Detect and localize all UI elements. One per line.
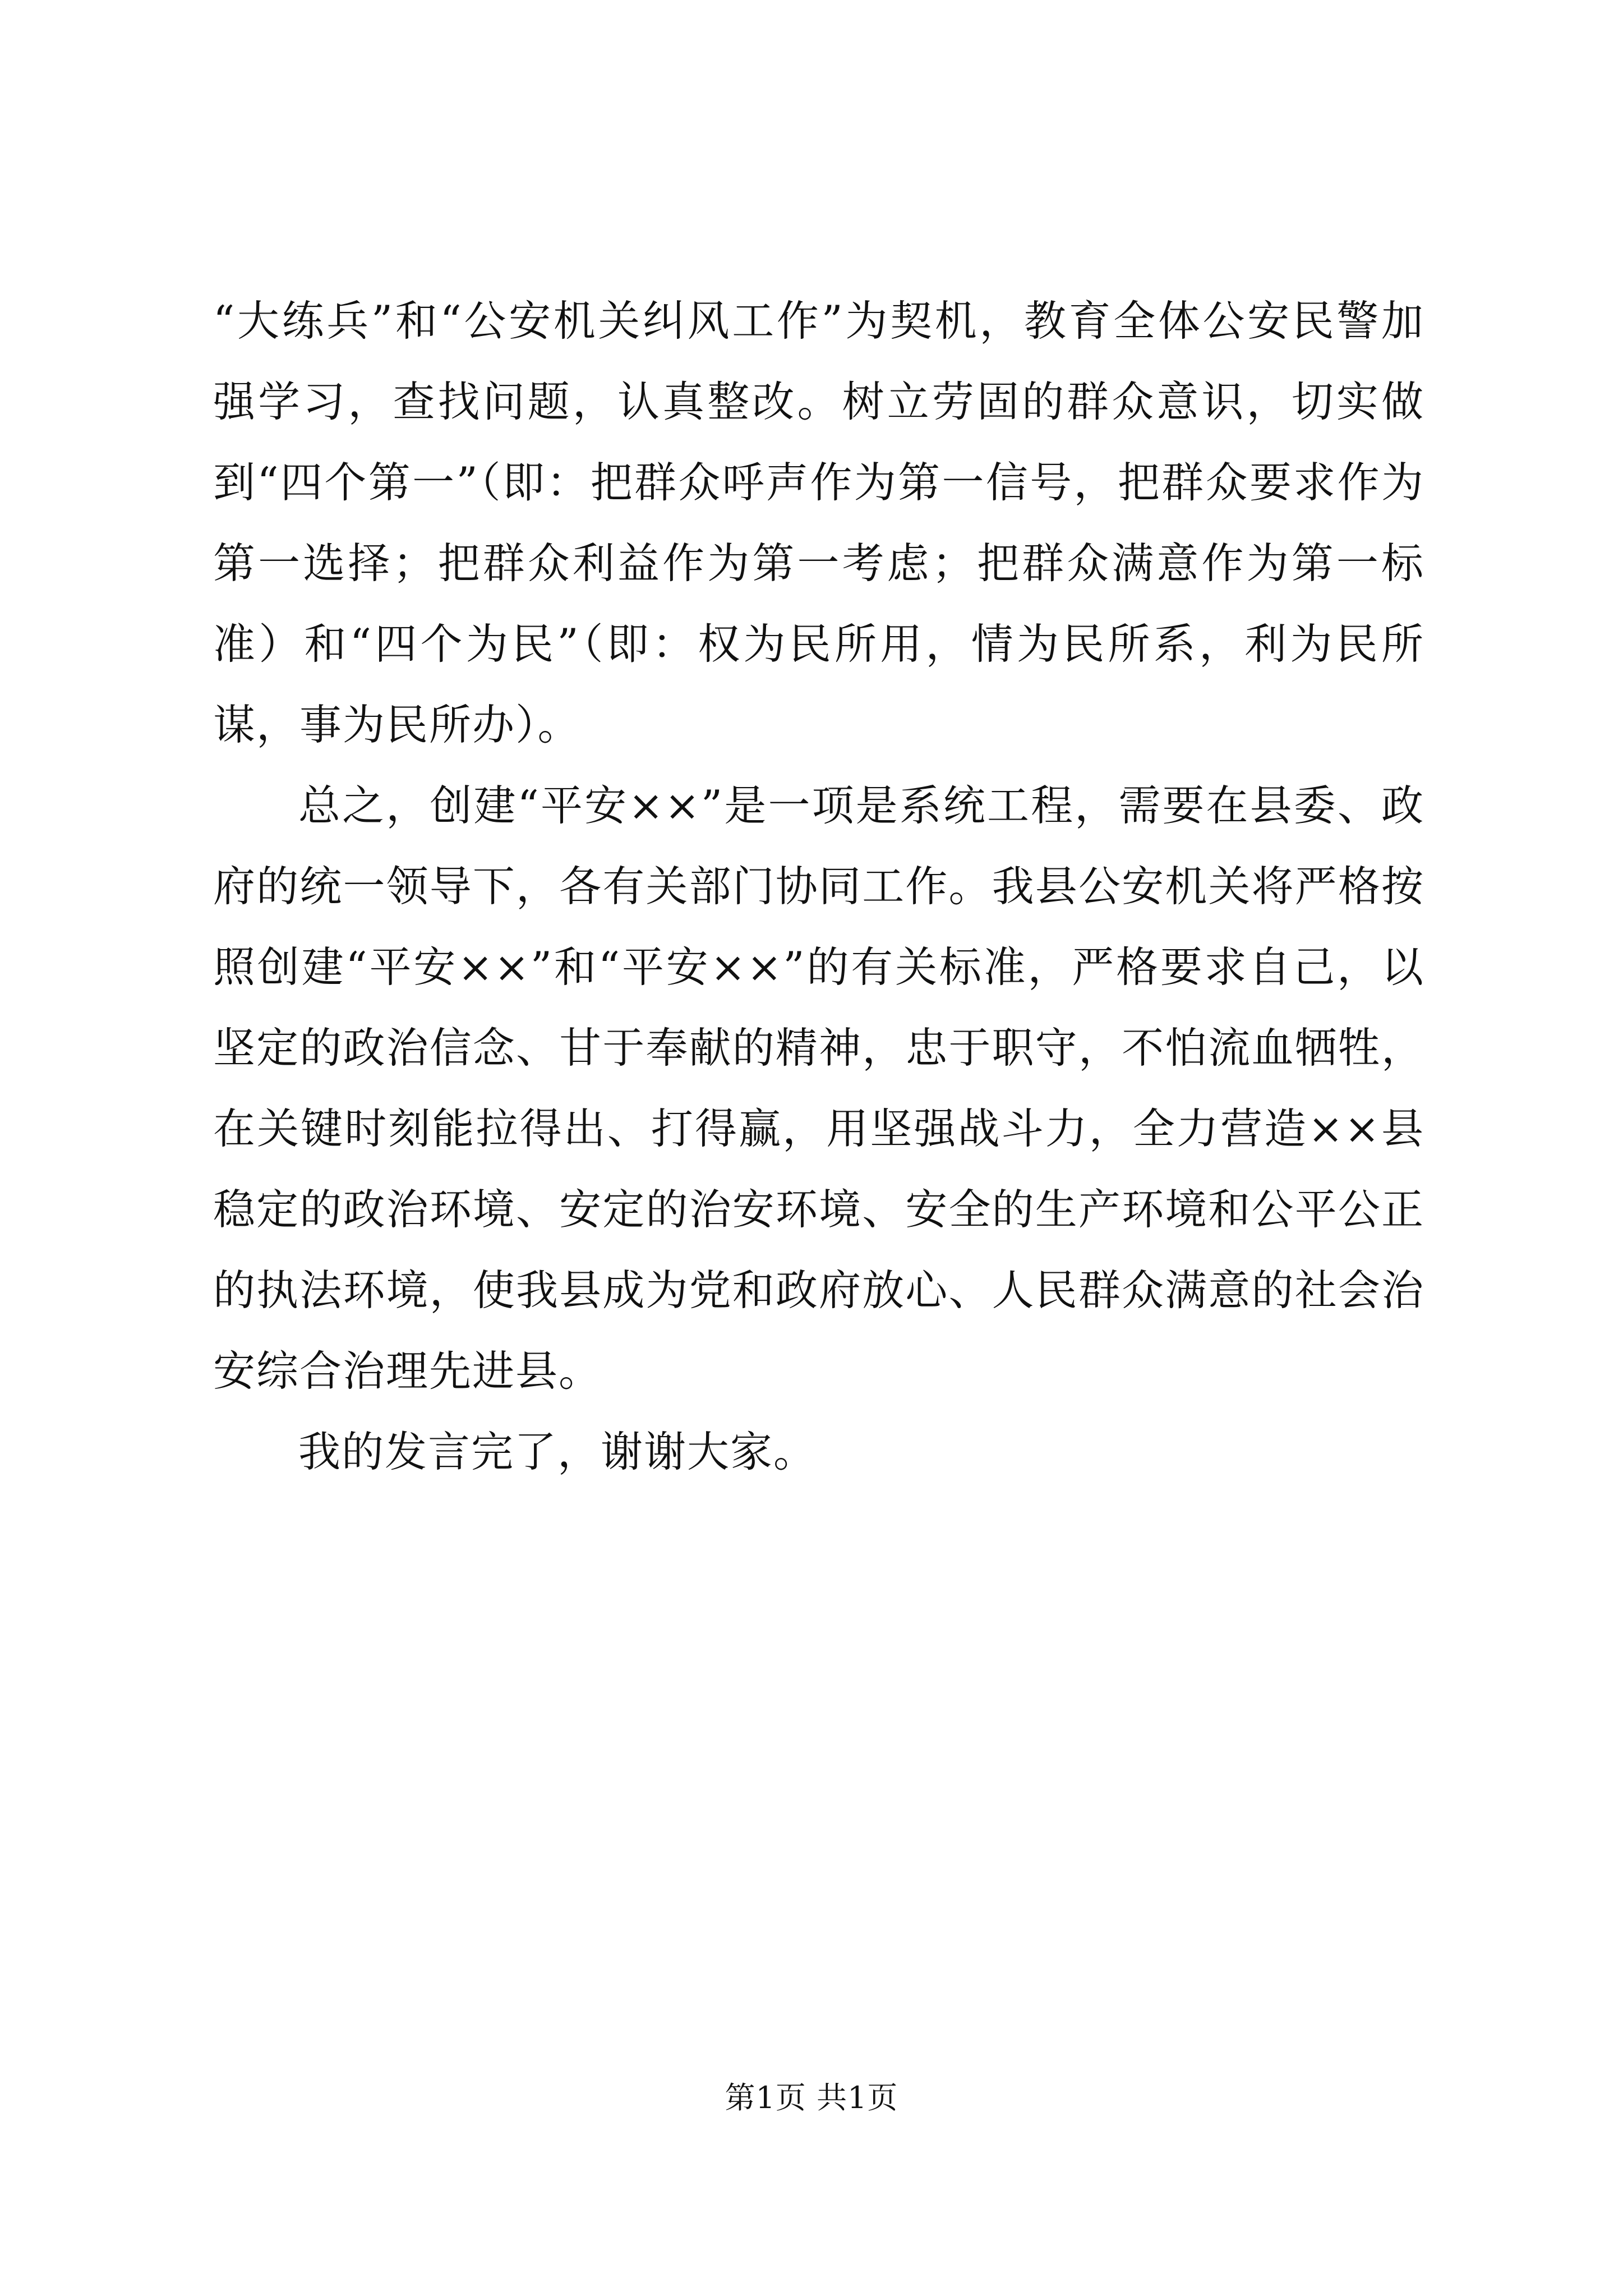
document-body	[213, 280, 1424, 1492]
paragraph-conclusion: 总之，创建“平安××”是一项是系统工程，需要在县委、政府的统一领导下，各有关部门协同工作。我县公安机关将严格按照创建“平安××”和“平安××”的有关标准，严格要求自己，以坚定的政治信念、甘于奉献的精神，忠于职守，不怕流血牺牲，在关键时刻能拉得出、打得赢，用坚强战斗力，全力营造××县稳定的政治环境、安定的治安环境、安全的生产环境和公平公正的执法环境，使我县成为党和政府放心、人民群众满意的社会治安综合治理先进县。	[213, 781, 1424, 1396]
page-footer: 第1页 共1页	[725, 2080, 898, 2115]
paragraph-continuation: “大练兵”和“公安机关纠风工作”为契机，教育全体公安民警加强学习，查找问题，认真整改。树立劳固的群众意识，切实做到“四个第一”（即：把群众呼声作为第一信号，把群众要求作为第一选择；把群众利益作为第一考虑；把群众满意作为第一标准）和“四个为民”（即：权为民所用，情为民所系，利为民所谋，事为民所办）。	[213, 296, 1424, 749]
paragraph-closing: 我的发言完了，谢谢大家。	[298, 1427, 817, 1476]
